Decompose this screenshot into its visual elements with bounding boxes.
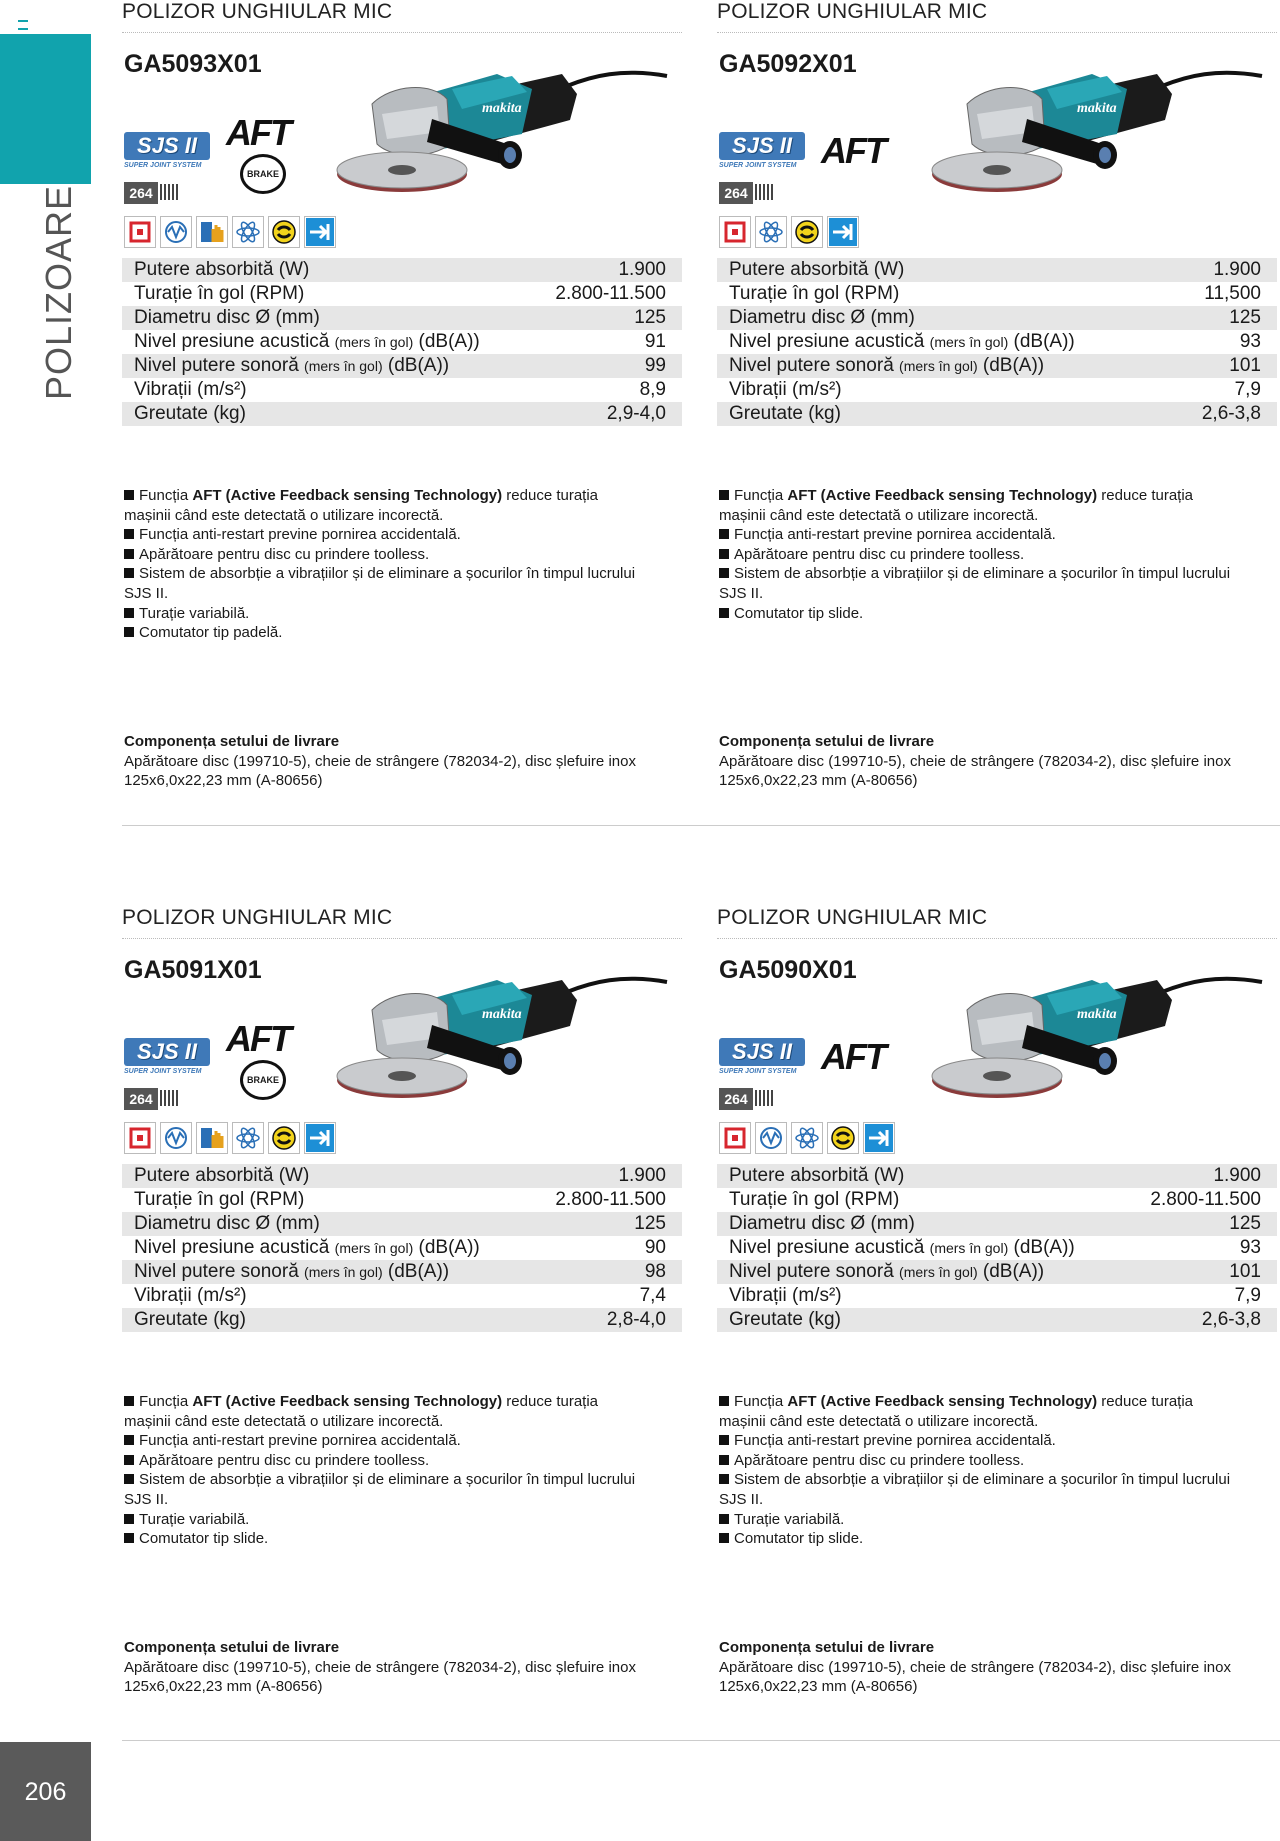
flow-icon [827, 216, 859, 248]
feature-item: Sistem de absorbție a vibrațiilor și de eliminare a șocurilor în timpul lucrului [719, 564, 1279, 584]
kit-line: Apărătoare disc (199710-5), cheie de strângere (782034-2), disc șlefuire inox [719, 1658, 1231, 1676]
bullet-icon [719, 1533, 729, 1543]
sjs-logo-text: SJS II [719, 132, 805, 160]
bullet-icon [124, 549, 134, 559]
spec-table [122, 258, 682, 426]
kit-line: 125x6,0x22,23 mm (A-80656) [719, 772, 918, 790]
sjs-logo-sub: SUPER JOINT SYSTEM [124, 1068, 202, 1075]
spec-value: 93 [1239, 331, 1261, 352]
kit-section [719, 732, 1279, 791]
spec-row [717, 1188, 1277, 1212]
spec-label: Diametru disc Ø (mm) [729, 1213, 915, 1234]
spec-row [717, 402, 1277, 426]
spec-value: 125 [1229, 1213, 1261, 1234]
feature-item: Funcția anti-restart previne pornirea accidentală. [719, 525, 1279, 545]
spec-value: 125 [634, 1213, 666, 1234]
feature-item: Apărătoare pentru disc cu prindere toolless. [124, 1451, 684, 1471]
bullet-icon [719, 1435, 729, 1445]
sjs-logo [719, 132, 805, 170]
feature-item: Funcția anti-restart previne pornirea accidentală. [124, 1431, 684, 1451]
sjs-logo-text: SJS II [124, 132, 210, 160]
spec-table [122, 1164, 682, 1332]
bullet-icon [124, 627, 134, 637]
spec-label: Turație în gol (RPM) [729, 283, 900, 304]
spec-row [122, 1236, 682, 1260]
spec-row [122, 1188, 682, 1212]
spec-value: 1.900 [618, 259, 666, 280]
badge-number: 264 [124, 182, 158, 204]
spec-label: Putere absorbită (W) [134, 1165, 310, 1186]
spec-label: Turație în gol (RPM) [134, 1189, 305, 1210]
feature-item: mașinii când este detectată o utilizare incorectă. [719, 506, 1039, 524]
kit-line: Apărătoare disc (199710-5), cheie de strângere (782034-2), disc șlefuire inox [719, 752, 1231, 770]
spec-row [122, 402, 682, 426]
kit-line: 125x6,0x22,23 mm (A-80656) [124, 772, 323, 790]
kit-section [124, 732, 684, 791]
bullet-icon [719, 549, 729, 559]
product-card [717, 906, 1277, 1796]
product-category: POLIZOR UNGHIULAR MIC [122, 906, 393, 929]
feature-item: Sistem de absorbție a vibrațiilor și de eliminare a șocurilor în timpul lucrului [719, 1470, 1279, 1490]
feature-item: Funcția anti-restart previne pornirea accidentală. [124, 525, 684, 545]
spec-value: 11,500 [1204, 283, 1261, 304]
spec-value: 2.800-11.500 [1150, 1189, 1261, 1210]
spec-row [122, 1284, 682, 1308]
no-kickback-icon [268, 1122, 300, 1154]
spec-label: Putere absorbită (W) [134, 259, 310, 280]
feature-item: Funcția AFT (Active Feedback sensing Technology) reduce turația [719, 486, 1279, 506]
spec-value: 7,9 [1234, 1285, 1261, 1306]
spec-row [717, 1260, 1277, 1284]
bullet-icon [719, 1455, 729, 1465]
bullet-icon [124, 529, 134, 539]
flow-icon [304, 1122, 336, 1154]
spec-value: 7,9 [1234, 379, 1261, 400]
sjs-logo-sub: SUPER JOINT SYSTEM [719, 162, 797, 169]
spec-row [717, 258, 1277, 282]
spec-label: Greutate (kg) [729, 403, 841, 424]
spec-value: 98 [644, 1261, 666, 1282]
restart-icon [124, 1122, 156, 1154]
page-number-box [0, 1742, 91, 1841]
feature-list [719, 486, 1279, 623]
spec-label: Vibrații (m/s²) [729, 1285, 842, 1306]
spec-label: Greutate (kg) [134, 1309, 246, 1330]
sjs-logo [719, 1038, 805, 1076]
spec-label: Nivel putere sonoră (mers în gol) (dB(A)) [729, 355, 1045, 376]
sidebar-accent [0, 34, 91, 184]
bullet-icon [719, 1474, 729, 1484]
grinder-image [927, 34, 1267, 214]
feature-icons [124, 216, 336, 250]
flow-icon [304, 216, 336, 248]
bullet-icon [124, 490, 134, 500]
spec-row [122, 1164, 682, 1188]
bullet-icon [124, 608, 134, 618]
sjs-logo [124, 1038, 210, 1076]
bullet-icon [719, 1514, 729, 1524]
spec-label: Diametru disc Ø (mm) [134, 1213, 320, 1234]
grinder-image [332, 34, 672, 214]
feature-item: Funcția anti-restart previne pornirea accidentală. [719, 1431, 1279, 1451]
bullet-icon [719, 529, 729, 539]
kit-line: Apărătoare disc (199710-5), cheie de strângere (782034-2), disc șlefuire inox [124, 752, 636, 770]
spec-label: Nivel presiune acustică (mers în gol) (dB(A)) [729, 331, 1075, 352]
kit-section [719, 1638, 1279, 1697]
feature-item: Turație variabilă. [124, 1510, 684, 1530]
dotted-rule [122, 938, 682, 939]
vibration-icon [755, 1122, 787, 1154]
badge-number: 264 [719, 1088, 753, 1110]
feature-item: Comutator tip slide. [124, 1529, 684, 1549]
spec-label: Nivel presiune acustică (mers în gol) (dB(A)) [729, 1237, 1075, 1258]
spec-table [717, 258, 1277, 426]
vibration-icon [160, 216, 192, 248]
feature-item: Comutator tip padelă. [124, 623, 684, 643]
spec-row [122, 306, 682, 330]
spec-label: Greutate (kg) [729, 1309, 841, 1330]
spring-icon [160, 1090, 178, 1106]
feature-icons [719, 216, 859, 250]
spec-label: Nivel presiune acustică (mers în gol) (dB(A)) [134, 1237, 480, 1258]
grinder-image [332, 940, 672, 1120]
dotted-rule [717, 32, 1277, 33]
vibration-icon [160, 1122, 192, 1154]
atom-icon [755, 216, 787, 248]
spec-label: Nivel putere sonoră (mers în gol) (dB(A)) [729, 1261, 1045, 1282]
spec-value: 2,9-4,0 [606, 403, 666, 424]
svg-text:makita: makita [1077, 1007, 1117, 1022]
kit-title: Componența setului de livrare [719, 1639, 935, 1656]
spec-label: Putere absorbită (W) [729, 259, 905, 280]
bullet-icon [124, 1435, 134, 1445]
glove-icon [196, 216, 228, 248]
spec-row [717, 1164, 1277, 1188]
spec-label: Diametru disc Ø (mm) [729, 307, 915, 328]
dotted-rule [717, 938, 1277, 939]
bullet-icon [124, 1533, 134, 1543]
sjs-logo-text: SJS II [719, 1038, 805, 1066]
corner-mark [18, 20, 28, 30]
spec-row [122, 1260, 682, 1284]
spec-value: 1.900 [1213, 259, 1261, 280]
spec-value: 101 [1229, 1261, 1261, 1282]
spec-row [717, 330, 1277, 354]
spec-value: 99 [644, 355, 666, 376]
spec-value: 1.900 [618, 1165, 666, 1186]
spec-label: Vibrații (m/s²) [134, 379, 247, 400]
spring-icon [755, 1090, 773, 1106]
brake-logo: BRAKE [240, 1060, 286, 1100]
spec-row [717, 1308, 1277, 1332]
svg-text:makita: makita [482, 1007, 522, 1022]
feature-item: Sistem de absorbție a vibrațiilor și de eliminare a șocurilor în timpul lucrului [124, 1470, 684, 1490]
feature-item: Apărătoare pentru disc cu prindere toolless. [719, 1451, 1279, 1471]
product-model: GA5090X01 [719, 956, 857, 984]
aft-logo: AFT [821, 1036, 885, 1077]
spec-value: 2,8-4,0 [606, 1309, 666, 1330]
spec-label: Putere absorbită (W) [729, 1165, 905, 1186]
product-model: GA5093X01 [124, 50, 262, 78]
product-model: GA5091X01 [124, 956, 262, 984]
feature-icons [719, 1122, 895, 1156]
spec-label: Nivel presiune acustică (mers în gol) (dB(A)) [134, 331, 480, 352]
spring-icon [160, 184, 178, 200]
kit-line: Apărătoare disc (199710-5), cheie de strângere (782034-2), disc șlefuire inox [124, 1658, 636, 1676]
feature-list [124, 1392, 684, 1549]
spec-value: 91 [644, 331, 666, 352]
spec-row [717, 378, 1277, 402]
product-card [717, 0, 1277, 890]
bullet-icon [719, 608, 729, 618]
bullet-icon [124, 1396, 134, 1406]
product-category: POLIZOR UNGHIULAR MIC [717, 906, 988, 929]
spec-row [122, 354, 682, 378]
atom-icon [232, 216, 264, 248]
kit-title: Componența setului de livrare [719, 733, 935, 750]
spec-label: Turație în gol (RPM) [729, 1189, 900, 1210]
feature-item: SJS II. [719, 584, 764, 602]
grinder-image [927, 940, 1267, 1120]
spec-row [122, 258, 682, 282]
bullet-icon [124, 568, 134, 578]
spec-row [122, 1308, 682, 1332]
spec-row [717, 1212, 1277, 1236]
feature-icons [124, 1122, 336, 1156]
spec-row [122, 378, 682, 402]
spec-value: 2,6-3,8 [1201, 1309, 1261, 1330]
restart-icon [719, 216, 751, 248]
spec-value: 1.900 [1213, 1165, 1261, 1186]
no-kickback-icon [268, 216, 300, 248]
kit-section [124, 1638, 684, 1697]
feature-item: mașinii când este detectată o utilizare incorectă. [124, 1412, 444, 1430]
feature-item: Comutator tip slide. [719, 1529, 1279, 1549]
product-card [122, 906, 682, 1796]
spec-row [717, 1236, 1277, 1260]
section-label: POLIZOARE [38, 184, 79, 400]
spec-label: Nivel putere sonoră (mers în gol) (dB(A)) [134, 355, 450, 376]
spec-value: 125 [1229, 307, 1261, 328]
kit-title: Componența setului de livrare [124, 733, 340, 750]
feature-item: Turație variabilă. [124, 604, 684, 624]
spec-label: Vibrații (m/s²) [729, 379, 842, 400]
page-number: 206 [24, 1778, 67, 1806]
spec-value: 7,4 [639, 1285, 666, 1306]
spec-row [717, 354, 1277, 378]
spec-label: Vibrații (m/s²) [134, 1285, 247, 1306]
feature-item: mașinii când este detectată o utilizare incorectă. [124, 506, 444, 524]
svg-text:makita: makita [482, 101, 522, 116]
brake-logo: BRAKE [240, 154, 286, 194]
spec-label: Nivel putere sonoră (mers în gol) (dB(A)) [134, 1261, 450, 1282]
product-category: POLIZOR UNGHIULAR MIC [717, 0, 988, 23]
bullet-icon [719, 490, 729, 500]
no-kickback-icon [791, 216, 823, 248]
spring-icon [755, 184, 773, 200]
aft-logo: AFT [226, 112, 290, 153]
restart-icon [719, 1122, 751, 1154]
feature-list [719, 1392, 1279, 1549]
svg-text:makita: makita [1077, 101, 1117, 116]
glove-icon [196, 1122, 228, 1154]
product-model: GA5092X01 [719, 50, 857, 78]
feature-item: Apărătoare pentru disc cu prindere toolless. [124, 545, 684, 565]
feature-item: SJS II. [124, 584, 169, 602]
feature-item: Turație variabilă. [719, 1510, 1279, 1530]
feature-item: mașinii când este detectată o utilizare incorectă. [719, 1412, 1039, 1430]
atom-icon [791, 1122, 823, 1154]
feature-item: Apărătoare pentru disc cu prindere toolless. [719, 545, 1279, 565]
bullet-icon [124, 1455, 134, 1465]
spec-value: 90 [644, 1237, 666, 1258]
spec-value: 2.800-11.500 [555, 283, 666, 304]
spec-row [717, 306, 1277, 330]
product-card [122, 0, 682, 890]
dotted-rule [122, 32, 682, 33]
restart-icon [124, 216, 156, 248]
bullet-icon [124, 1474, 134, 1484]
badge-number: 264 [719, 182, 753, 204]
spec-row [122, 1212, 682, 1236]
spec-table [717, 1164, 1277, 1332]
spec-value: 2,6-3,8 [1201, 403, 1261, 424]
spec-row [122, 330, 682, 354]
spec-label: Greutate (kg) [134, 403, 246, 424]
spec-value: 93 [1239, 1237, 1261, 1258]
feature-item: Sistem de absorbție a vibrațiilor și de eliminare a șocurilor în timpul lucrului [124, 564, 684, 584]
feature-list [124, 486, 684, 643]
spec-row [717, 282, 1277, 306]
spec-row [122, 282, 682, 306]
feature-item: SJS II. [124, 1490, 169, 1508]
feature-item: Funcția AFT (Active Feedback sensing Technology) reduce turația [124, 1392, 684, 1412]
kit-line: 125x6,0x22,23 mm (A-80656) [124, 1678, 323, 1696]
sjs-logo-text: SJS II [124, 1038, 210, 1066]
spec-value: 101 [1229, 355, 1261, 376]
spec-row [717, 1284, 1277, 1308]
feature-item: Comutator tip slide. [719, 604, 1279, 624]
sjs-logo-sub: SUPER JOINT SYSTEM [124, 162, 202, 169]
spec-label: Turație în gol (RPM) [134, 283, 305, 304]
feature-item: Funcția AFT (Active Feedback sensing Technology) reduce turația [124, 486, 684, 506]
bullet-icon [124, 1514, 134, 1524]
feature-item: SJS II. [719, 1490, 764, 1508]
atom-icon [232, 1122, 264, 1154]
bullet-icon [719, 1396, 729, 1406]
flow-icon [863, 1122, 895, 1154]
aft-logo: AFT [821, 130, 885, 171]
aft-logo: AFT [226, 1018, 290, 1059]
badge-number: 264 [124, 1088, 158, 1110]
feature-item: Funcția AFT (Active Feedback sensing Technology) reduce turația [719, 1392, 1279, 1412]
no-kickback-icon [827, 1122, 859, 1154]
spec-value: 125 [634, 307, 666, 328]
kit-line: 125x6,0x22,23 mm (A-80656) [719, 1678, 918, 1696]
kit-title: Componența setului de livrare [124, 1639, 340, 1656]
spec-value: 8,9 [639, 379, 666, 400]
sjs-logo [124, 132, 210, 170]
spec-value: 2.800-11.500 [555, 1189, 666, 1210]
bullet-icon [719, 568, 729, 578]
sjs-logo-sub: SUPER JOINT SYSTEM [719, 1068, 797, 1075]
spec-label: Diametru disc Ø (mm) [134, 307, 320, 328]
product-category: POLIZOR UNGHIULAR MIC [122, 0, 393, 23]
